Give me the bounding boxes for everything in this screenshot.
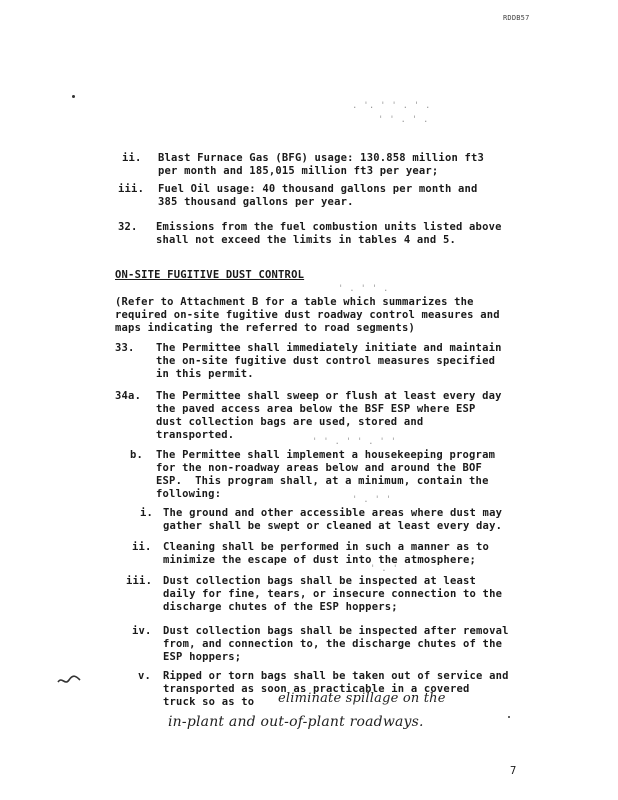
- subitem-text-line: transported as soon as practicable in a covered: [163, 683, 470, 695]
- subitem-label: i.: [140, 507, 154, 519]
- intro-line: maps indicating the referred to road segments): [115, 322, 415, 334]
- item-text-line: transported.: [156, 429, 235, 441]
- item-text-line: in this permit.: [156, 368, 254, 380]
- item-text-line: 385 thousand gallons per year.: [158, 196, 354, 208]
- item-text-line: the paved access area below the BSF ESP where ESP: [156, 403, 476, 415]
- section-heading: ON-SITE FUGITIVE DUST CONTROL: [115, 269, 305, 281]
- subitem-text-line: from, and connection to, the discharge chutes of the: [163, 638, 503, 650]
- subitem-text-line: discharge chutes of the ESP hoppers;: [163, 601, 398, 613]
- item-label: 33.: [115, 342, 135, 354]
- intro-line: (Refer to Attachment B for a table which summarizes the: [115, 296, 474, 308]
- faint-mark: ' . ' ': [352, 495, 392, 505]
- item-label: 34a.: [115, 390, 142, 402]
- intro-line: required on-site fugitive dust roadway control measures and: [115, 309, 500, 321]
- faint-mark: ' ' . ' ' . ' ': [312, 437, 397, 447]
- subitem-text-line: Dust collection bags shall be inspected after removal: [163, 625, 509, 637]
- item-text-line: The Permittee shall sweep or flush at least every day: [156, 390, 502, 402]
- item-text-line: Fuel Oil usage: 40 thousand gallons per month and: [158, 183, 478, 195]
- subitem-text-line: truck so as to: [163, 696, 255, 708]
- item-text-line: Emissions from the fuel combustion units listed above: [156, 221, 502, 233]
- item-label: b.: [130, 449, 144, 461]
- item-text-line: following:: [156, 488, 222, 500]
- subitem-text-line: Dust collection bags shall be inspected at least: [163, 575, 477, 587]
- item-text-line: shall not exceed the limits in tables 4 and 5.: [156, 234, 456, 246]
- subitem-text-line: ESP hoppers;: [163, 651, 242, 663]
- faint-mark: ' . ' ' .: [338, 284, 389, 294]
- subitem-text-line: The ground and other accessible areas where dust may: [163, 507, 503, 519]
- subitem-label: iv.: [132, 625, 152, 637]
- item-text-line: per month and 185,015 million ft3 per year;: [158, 165, 439, 177]
- item-text-line: dust collection bags are used, stored and: [156, 416, 424, 428]
- item-text-line: The Permittee shall immediately initiate and maintain: [156, 342, 502, 354]
- scan-speck: [508, 716, 510, 718]
- item-text-line: the on-site fugitive dust control measures specified: [156, 355, 496, 367]
- subitem-text-line: Cleaning shall be performed in such a manner as to: [163, 541, 490, 553]
- subitem-label: v.: [138, 670, 152, 682]
- subitem-text-line: daily for fine, tears, or insecure connection to the: [163, 588, 503, 600]
- item-text-line: Blast Furnace Gas (BFG) usage: 130.858 million ft3: [158, 152, 485, 164]
- document-id: RDDB57: [503, 14, 530, 22]
- subitem-label: iii.: [126, 575, 153, 587]
- margin-mark-icon: [56, 670, 84, 690]
- subitem-text-line: Ripped or torn bags shall be taken out of service and: [163, 670, 509, 682]
- faint-mark: ' . ': [370, 564, 399, 574]
- page-number: 7: [510, 765, 517, 777]
- handwritten-annotation: in-plant and out-of-plant roadways.: [168, 714, 424, 730]
- subitem-text-line: minimize the escape of dust into the atmosphere;: [163, 554, 477, 566]
- handwritten-annotation: eliminate spillage on the: [278, 691, 446, 706]
- scan-speck: [72, 95, 75, 98]
- item-text-line: ESP. This program shall, at a minimum, contain the: [156, 475, 489, 487]
- item-text-line: for the non-roadway areas below and around the BOF: [156, 462, 483, 474]
- item-label: iii.: [118, 183, 145, 195]
- item-text-line: The Permittee shall implement a housekeeping program: [156, 449, 496, 461]
- subitem-label: ii.: [132, 541, 152, 553]
- item-label: 32.: [118, 221, 138, 233]
- item-label: ii.: [122, 152, 142, 164]
- subitem-text-line: gather shall be swept or cleaned at least every day.: [163, 520, 503, 532]
- faint-mark: ' ' . ' .: [378, 115, 429, 125]
- faint-mark: . '. ' ' . ' .: [352, 101, 431, 111]
